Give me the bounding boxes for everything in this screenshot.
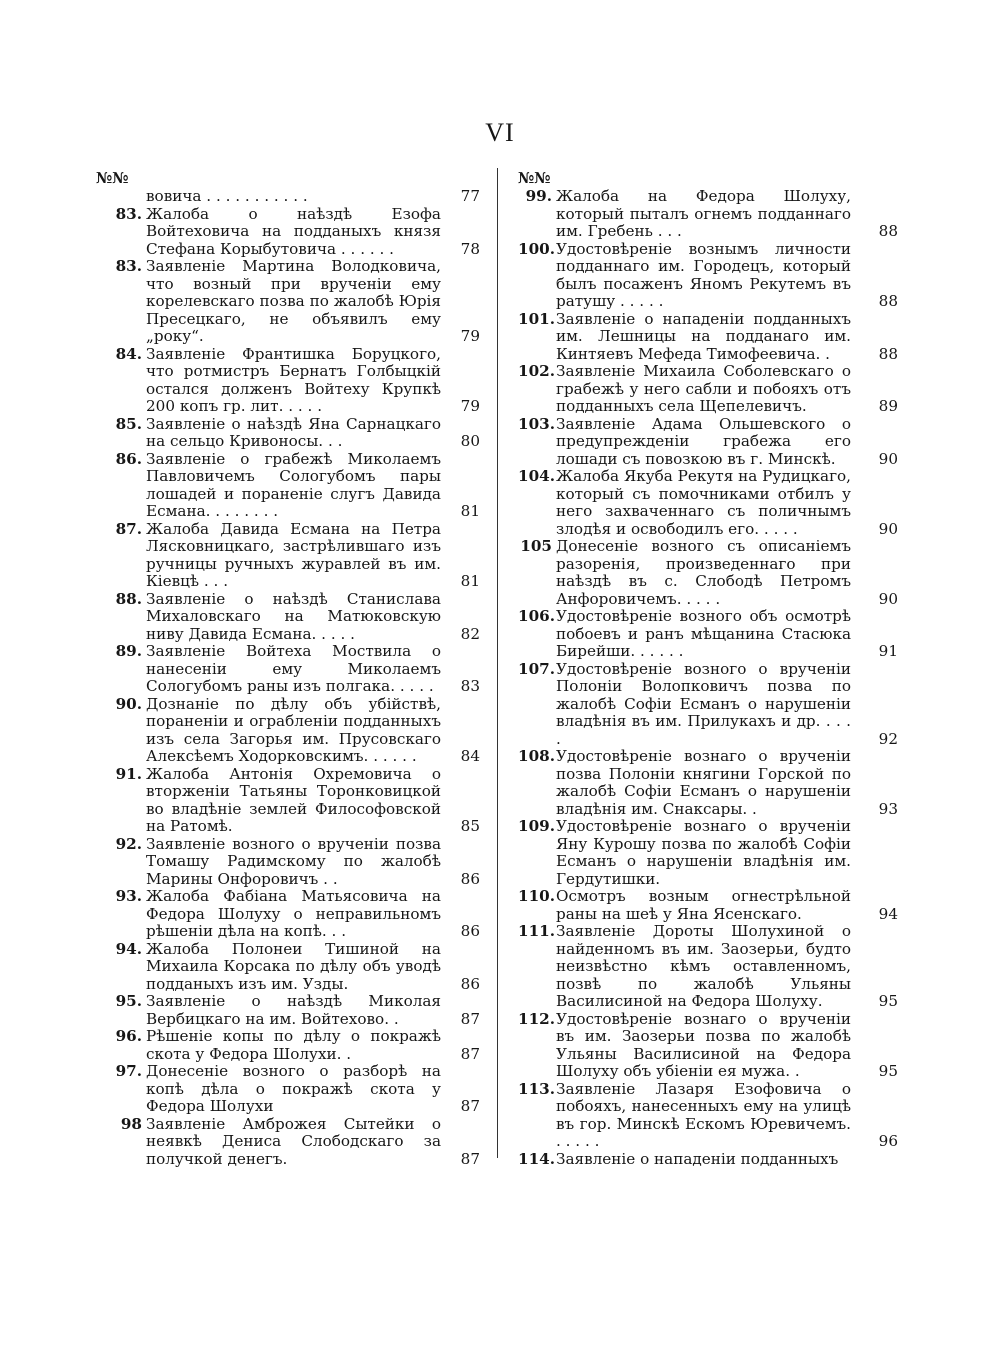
- toc-entry: [108, 188, 480, 206]
- entry-page: 86: [460, 974, 480, 993]
- entry-page: 87: [460, 1044, 480, 1063]
- entry-page: 84: [460, 747, 480, 765]
- entry-page: 79: [460, 327, 480, 345]
- entry-page: 80: [460, 432, 480, 450]
- entry-page: 87: [460, 1009, 480, 1028]
- entry-number: 106.: [518, 607, 555, 625]
- entry-number: 99.: [525, 187, 552, 205]
- entry-text: Заявленіе Дороты Шолухиной о найденномъ въ им. Заозерьи, будто неизвѣстно кѣмъ оставленномъ, позвѣ по жалобѣ Ульяны Василисиной на Федора Шолуху.: [556, 922, 851, 1010]
- entry-text: Заявленіе о нападеніи подданныхъ: [556, 1149, 839, 1168]
- entry-number: 83.: [115, 257, 142, 275]
- entry-page: 95: [878, 992, 898, 1010]
- entry-page: 89: [878, 397, 898, 415]
- right-column: [518, 168, 898, 1168]
- entry-number: 91.: [115, 764, 142, 783]
- toc-entry: [518, 1081, 898, 1151]
- entry-page: 93: [878, 799, 898, 818]
- entry-text: Заявленіе о нападеніи подданныхъ им. Лешницы на подданаго им. Кинтяевъ Мефеда Тимофеевича. .: [556, 309, 851, 363]
- entry-text: Заявленіе Войтеха Моствила о нанесеніи ему Миколаемъ Сологубомъ раны изъ полгака. . . . .: [146, 642, 441, 695]
- toc-entry: [108, 766, 480, 836]
- toc-entry: [518, 188, 898, 241]
- entry-text: Заявленіе Лазаря Езофовича о побояхъ, нанесенныхъ ему на улицѣ въ гор. Минскѣ Ескомъ Юревичемъ. . . . . .: [556, 1079, 851, 1150]
- entry-text: Рѣшеніе копы по дѣлу о покражѣ скота у Федора Шолухи. .: [146, 1027, 441, 1063]
- page-number: VI: [485, 118, 515, 147]
- entry-number: 97.: [115, 1062, 142, 1080]
- entry-page: 81: [460, 572, 480, 590]
- entry-text: Удостовѣреніе вознаго о врученіи Яну Курошу позва по жалобѣ Софіи Есманъ о нарушеніи владѣнія им. Гердутишки.: [556, 817, 851, 888]
- entry-text: Жалоба Якуба Рекутя на Рудицкаго, который съ помочниками отбилъ у него захваченнаго съ поличнымъ злодѣя и освободилъ его. . . . .: [556, 467, 851, 538]
- toc-entry: [108, 416, 480, 451]
- entry-page: 92: [878, 729, 898, 748]
- entry-text: Донесеніе возного о разборѣ на копѣ дѣла о покражѣ скота у Федора Шолухи: [146, 1062, 441, 1115]
- entry-text: Удостовѣреніе возного объ осмотрѣ побоевъ и ранъ мѣщанина Стасюка Бирейши. . . . . .: [556, 607, 851, 660]
- entry-page: 95: [878, 1062, 898, 1080]
- entry-text: Жалоба Фабіана Матьясовича на Федора Шолуху о неправильномъ рѣшеніи дѣла на копѣ. . .: [146, 887, 441, 940]
- toc-entry: [108, 521, 480, 591]
- entry-number: 103.: [518, 414, 555, 433]
- left-column: [96, 168, 480, 1168]
- entry-number: 87.: [115, 519, 142, 538]
- toc-entry: [518, 661, 898, 749]
- entry-number: 108.: [518, 747, 555, 765]
- entry-text: Заявленіе возного о врученіи позва Томашу Радимскому по жалобѣ Марины Онфоровичъ . .: [146, 834, 441, 888]
- toc-entry: [108, 1028, 480, 1063]
- entry-number: 94.: [115, 939, 142, 958]
- entry-number: 96.: [115, 1027, 142, 1045]
- entry-text: Жалоба Полонеи Тишиной на Михаила Корсака по дѣлу объ уводѣ подданыхъ изъ им. Узды.: [146, 939, 441, 993]
- entry-number: 89.: [115, 642, 142, 660]
- toc-entry: [518, 888, 898, 923]
- toc-entry: [518, 1151, 898, 1169]
- column-header: №№: [518, 169, 551, 187]
- entry-page: 94: [878, 904, 898, 923]
- entry-page: 83: [460, 677, 480, 695]
- toc-entry: [518, 416, 898, 469]
- entry-page: 86: [460, 922, 480, 940]
- toc-entry: [108, 696, 480, 766]
- toc-entry: [108, 643, 480, 696]
- toc-entry: [108, 1116, 480, 1169]
- toc-entry: [518, 923, 898, 1011]
- entry-text: Заявленіе Адама Ольшевского о предупрежденіи грабежа его лошади съ повозкою въ г. Минскѣ.: [556, 414, 851, 468]
- entry-text: Заявленіе о наѣздѣ Миколая Вербицкаго на им. Войтехово. .: [146, 992, 441, 1028]
- entry-number: 84.: [115, 344, 142, 363]
- entry-text: Донесеніе возного съ описаніемъ разоренія, произведеннаго при наѣздѣ въ с. Слободѣ Петромъ Анфоровичемъ. . . . .: [556, 537, 851, 608]
- entry-page: 78: [460, 239, 480, 258]
- entry-number: 100.: [518, 239, 555, 258]
- entry-text: Удостовѣреніе вознымъ личности подданнаго им. Городецъ, который былъ посаженъ Яномъ Рекутемъ въ ратушу . . . . .: [556, 239, 851, 310]
- entry-number: 112.: [518, 1009, 555, 1028]
- entry-page: 88: [878, 292, 898, 310]
- entry-text: Удостовѣреніе вознаго о врученіи позва Полоніи княгини Горской по жалобѣ Софіи Есманъ о нарушеніи владѣнія им. Снаксары. .: [556, 747, 851, 818]
- entry-page: 88: [878, 344, 898, 363]
- entry-number: 86.: [115, 449, 142, 468]
- toc-entry: [518, 241, 898, 311]
- toc-entry: [108, 206, 480, 259]
- entry-text: Дознаніе по дѣлу объ убійствѣ, пораненіи и ограбленіи подданныхъ изъ села Загорья им. Прусовскаго Алексѣемъ Ходорковскимъ. . . . . .: [146, 694, 441, 765]
- toc-entry: [518, 1011, 898, 1081]
- entry-page: 90: [878, 589, 898, 608]
- toc-entry: [108, 346, 480, 416]
- entry-page: 77: [460, 187, 480, 205]
- column-divider: [497, 168, 498, 1158]
- entry-page: 87: [460, 1097, 480, 1115]
- toc-entry: [108, 591, 480, 644]
- entry-text: Жалоба на Федора Шолуху, который пыталъ огнемъ подданнаго им. Гребень . . .: [556, 187, 851, 240]
- entry-number: 93.: [115, 887, 142, 905]
- toc-entry: [518, 608, 898, 661]
- entry-number: 105: [520, 537, 552, 555]
- right-entry-list: [518, 188, 898, 1168]
- entry-number: 104.: [518, 467, 555, 485]
- entry-page: 79: [460, 397, 480, 415]
- entry-text: вовича . . . . . . . . . . .: [146, 187, 308, 205]
- entry-number: 90.: [115, 694, 142, 713]
- entry-number: 98: [120, 1114, 142, 1133]
- toc-entry: [108, 888, 480, 941]
- toc-entry: [518, 468, 898, 538]
- toc-entry: [108, 1063, 480, 1116]
- entry-number: 101.: [518, 309, 555, 328]
- left-entry-list: [108, 188, 480, 1168]
- entry-page: 82: [460, 624, 480, 643]
- entry-page: 90: [878, 519, 898, 538]
- entry-number: 113.: [518, 1079, 555, 1098]
- entry-text: Заявленіе о наѣздѣ Яна Сарнацкаго на сельцо Кривоносы. . .: [146, 414, 441, 450]
- toc-entry: [108, 258, 480, 346]
- entry-number: 114.: [518, 1149, 555, 1168]
- toc-entry: [518, 538, 898, 608]
- entry-page: 90: [878, 449, 898, 468]
- entry-number: 85.: [115, 414, 142, 433]
- entry-text: Заявленіе о грабежѣ Миколаемъ Павловичемъ Сологубомъ пары лошадей и пораненіе слугъ Давида Есмана. . . . . . . .: [146, 449, 441, 520]
- entry-text: Осмотръ возным огнестрѣльной раны на шеѣ у Яна Ясенскаго.: [556, 887, 851, 923]
- entry-text: Заявленіе Франтишка Боруцкого, что ротмистръ Бернатъ Голбыцкій остался долженъ Войтеху Крупкѣ 200 копъ гр. лит. . . . .: [146, 344, 441, 415]
- toc-entry: [518, 818, 898, 888]
- toc-entry: [108, 451, 480, 521]
- toc-entry: [518, 748, 898, 818]
- entry-page: 81: [460, 502, 480, 520]
- entry-number: 88.: [115, 589, 142, 608]
- toc-entry: [108, 941, 480, 994]
- entry-number: 111.: [518, 922, 555, 940]
- entry-page: 87: [460, 1149, 480, 1168]
- entry-text: Заявленіе Амброжея Сытейки о неявкѣ Дениса Слободскаго за получкой денегъ.: [146, 1114, 441, 1168]
- toc-entry: [518, 363, 898, 416]
- entry-text: Жалоба о наѣздѣ Езофа Войтеховича на подданыхъ князя Стефана Корыбутовича . . . . . .: [146, 204, 441, 258]
- entry-number: 102.: [518, 362, 555, 380]
- entry-number: 92.: [115, 834, 142, 853]
- entry-page: 88: [878, 222, 898, 240]
- entry-text: Заявленіе о наѣздѣ Станислава Михаловскаго на Матюковскую ниву Давида Есмана. . . . .: [146, 589, 441, 643]
- entry-number: 109.: [518, 817, 555, 835]
- entry-page: 86: [460, 869, 480, 888]
- entry-text: Заявленіе Мартина Володковича, что возный при врученіи ему корелевскаго позва по жалобѣ Юрія Пресецкаго, не объявилъ ему „року“.: [146, 257, 441, 345]
- entry-text: Заявленіе Михаила Соболевскаго о грабежѣ у него сабли и побояхъ отъ подданныхъ села Щепелевичъ.: [556, 362, 851, 415]
- entry-page: 96: [878, 1132, 898, 1150]
- entry-text: Удостовѣреніе вознаго о врученіи въ им. Заозерьи позва по жалобѣ Ульяны Василисиной на Федора Шолуху объ убіеніи ея мужа. .: [556, 1009, 851, 1080]
- toc-entry: [108, 836, 480, 889]
- entry-text: Жалоба Антонія Охремовича о вторженіи Татьяны Торонковицкой во владѣніе землей Философовской на Ратомѣ.: [146, 764, 441, 835]
- entry-text: Жалоба Давида Есмана на Петра Лясковницкаго, застрѣлившаго изъ ручницы ручныхъ журавлей въ им. Кіевцѣ . . .: [146, 519, 441, 590]
- entry-number: 107.: [518, 659, 555, 678]
- column-header: №№: [96, 169, 129, 187]
- entry-page: 85: [460, 817, 480, 835]
- toc-entry: [108, 993, 480, 1028]
- entry-page: 91: [878, 642, 898, 660]
- entry-number: 95.: [115, 992, 142, 1010]
- entry-number: 83.: [115, 204, 142, 223]
- entry-number: 110.: [518, 887, 555, 905]
- toc-entry: [518, 311, 898, 364]
- entry-text: Удостовѣреніе возного о врученіи Полоніи Волопковичъ позва по жалобѣ Софіи Есманъ о нарушеніи владѣнія въ им. Прилукахъ и др. . . . .: [556, 659, 851, 748]
